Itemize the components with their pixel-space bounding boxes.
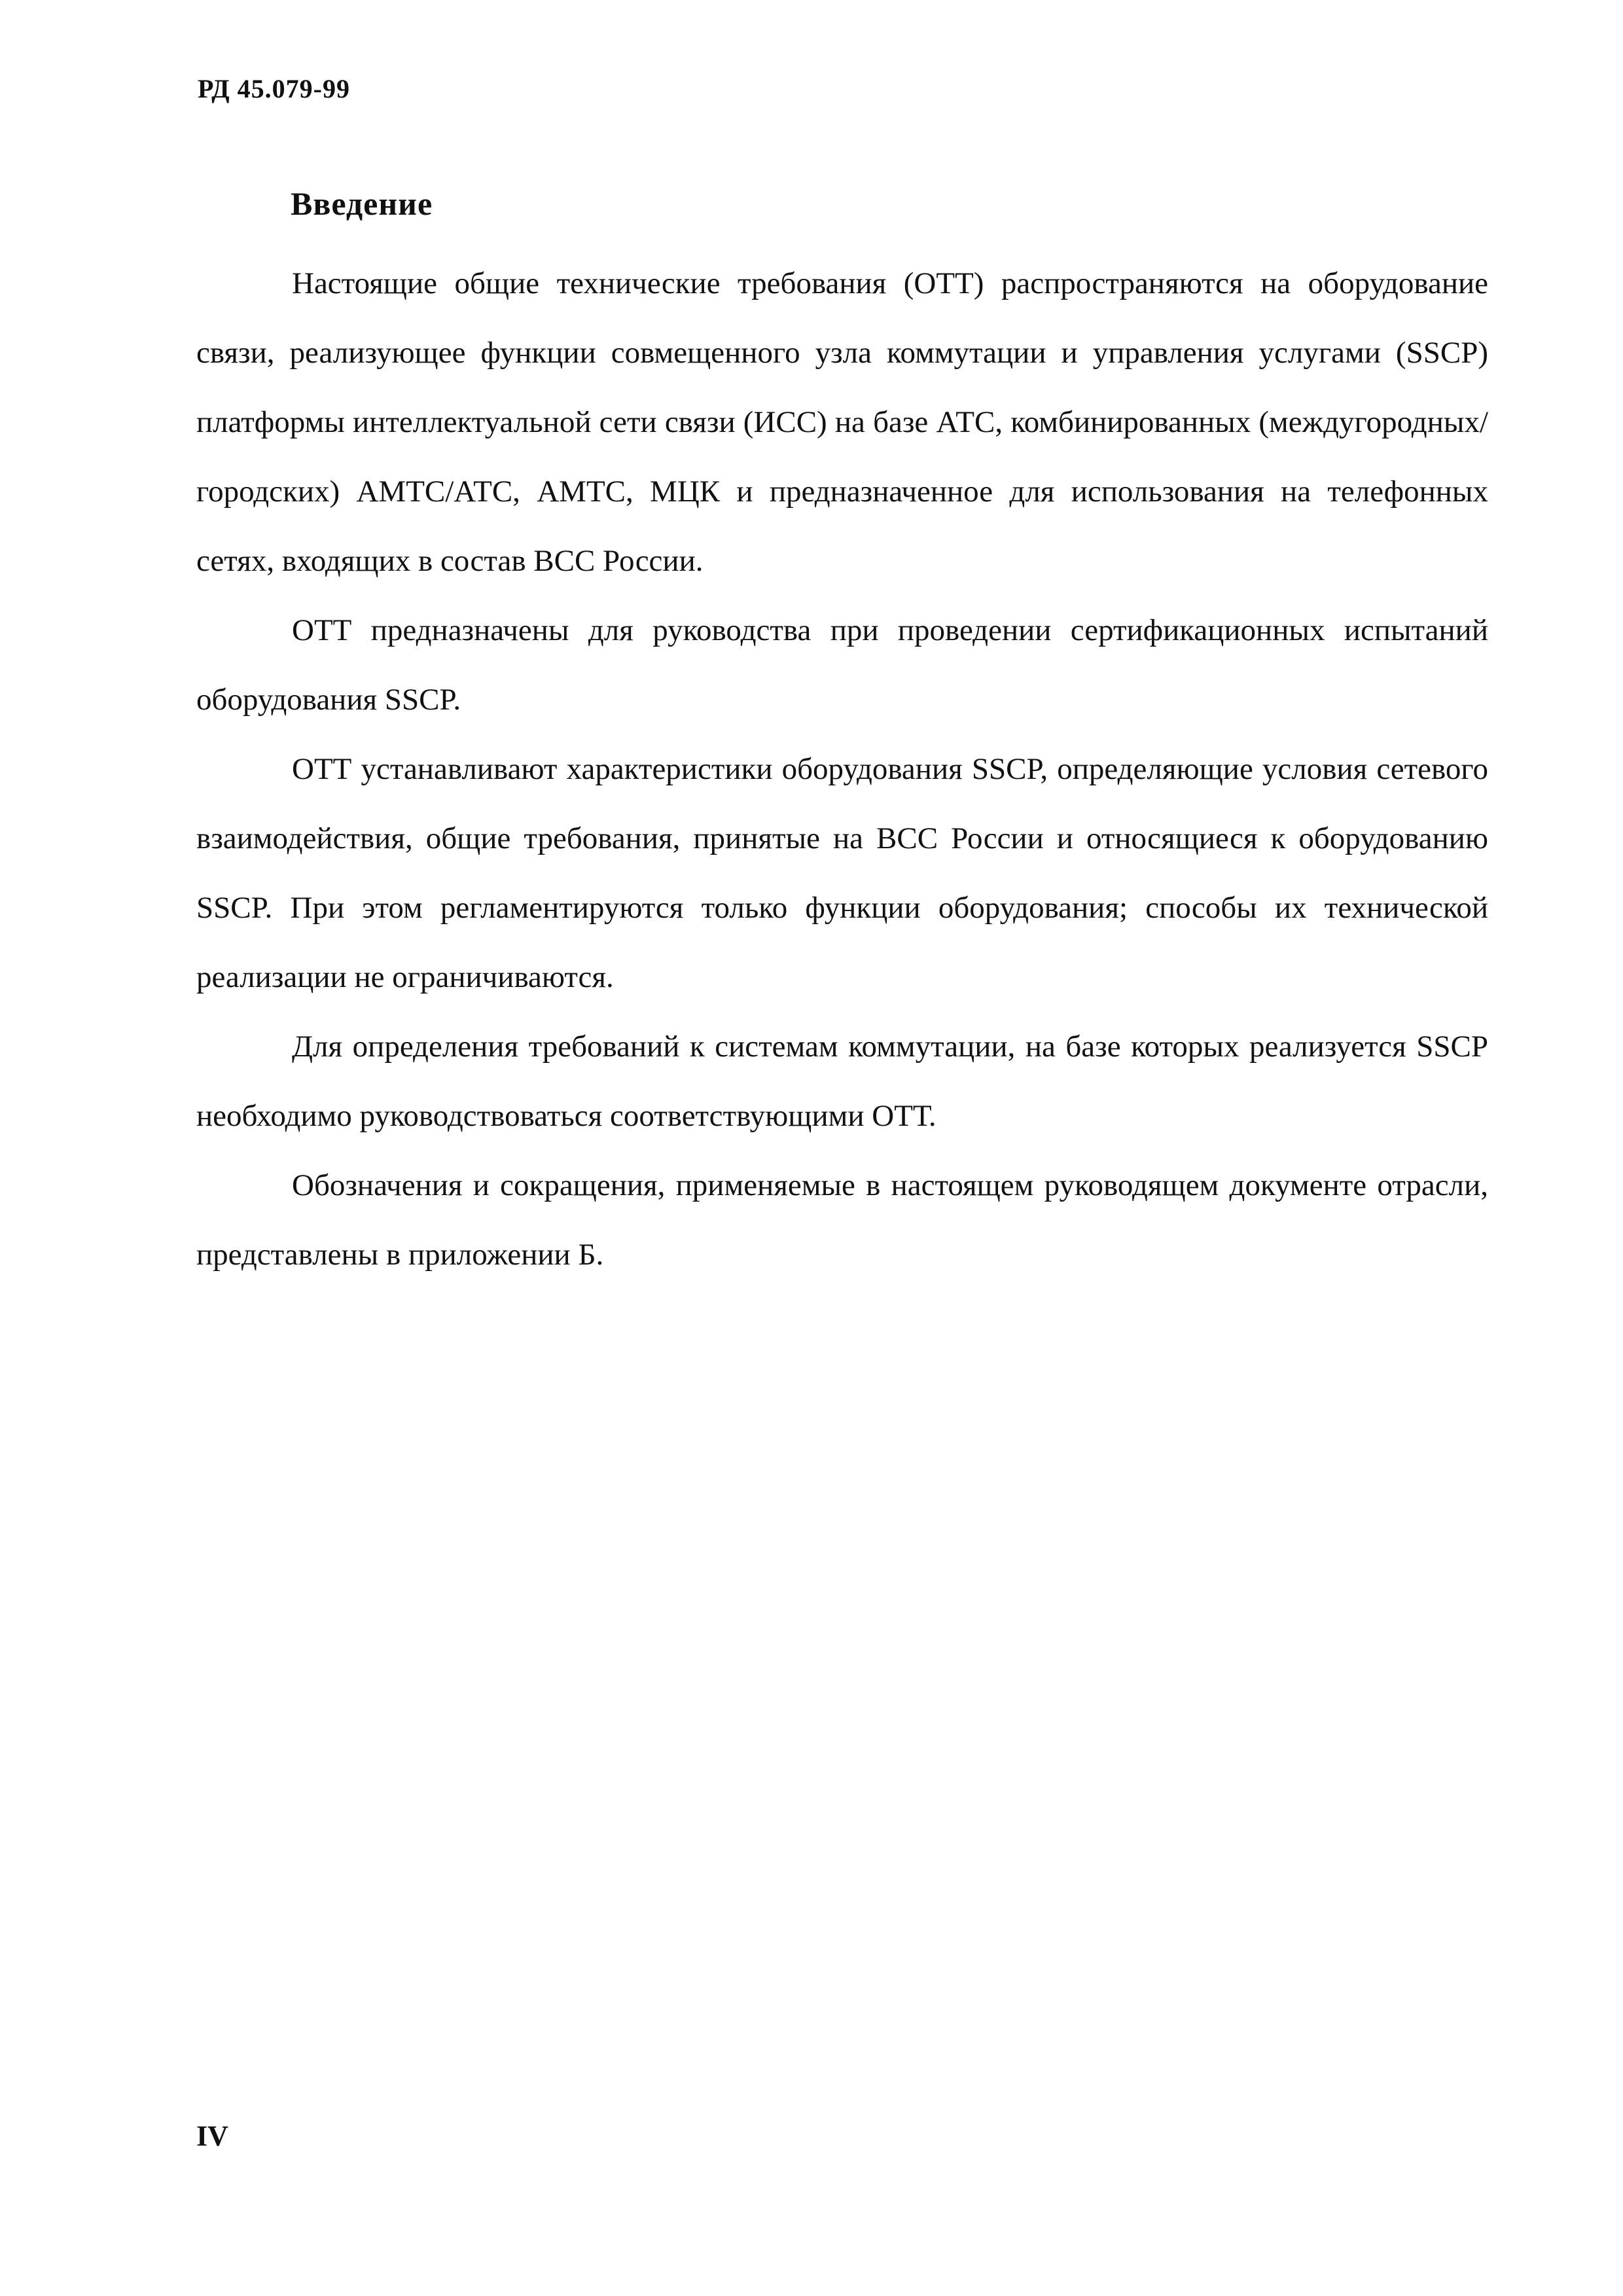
paragraph-purpose: ОТТ предназначены для руководства при проведении сертификационных испытаний оборудования SSCP.	[196, 613, 1488, 717]
paragraph-characteristics: ОТТ устанавливают характеристики оборудования SSCP, определяющие условия сетевого взаимодействия, общие требования, принятые на ВСС России и относящиеся к оборудованию SSCP. При этом регламентируются только функции оборудования; способы их технической реализации не ограничиваются.	[196, 752, 1488, 994]
paragraph-switching-requirements: Для определения требований к системам коммутации, на базе которых реализуется SSCP необходимо руководствоваться соответствующими ОТТ.	[196, 1030, 1488, 1133]
body-text	[196, 249, 1488, 1289]
page-number: IV	[196, 2120, 228, 2152]
section-title: Введение	[291, 185, 433, 222]
paragraph-abbreviations: Обозначения и сокращения, применяемые в настоящем руководящем документе отрасли, представлены в приложении Б.	[196, 1168, 1488, 1272]
paragraph-scope: Настоящие общие технические требования (ОТТ) распространяются на оборудование связи, реализующее функции совмещенного узла коммутации и управления услугами (SSCP) платформы интеллектуальной сети связи (ИСС) на базе АТС, комбинированных (междугородных/городских) АМТС/АТС, АМТС, МЦК и предназначенное для использования на телефонных сетях, входящих в состав ВСС России.	[196, 266, 1488, 578]
document-code: РД 45.079-99	[198, 74, 350, 103]
